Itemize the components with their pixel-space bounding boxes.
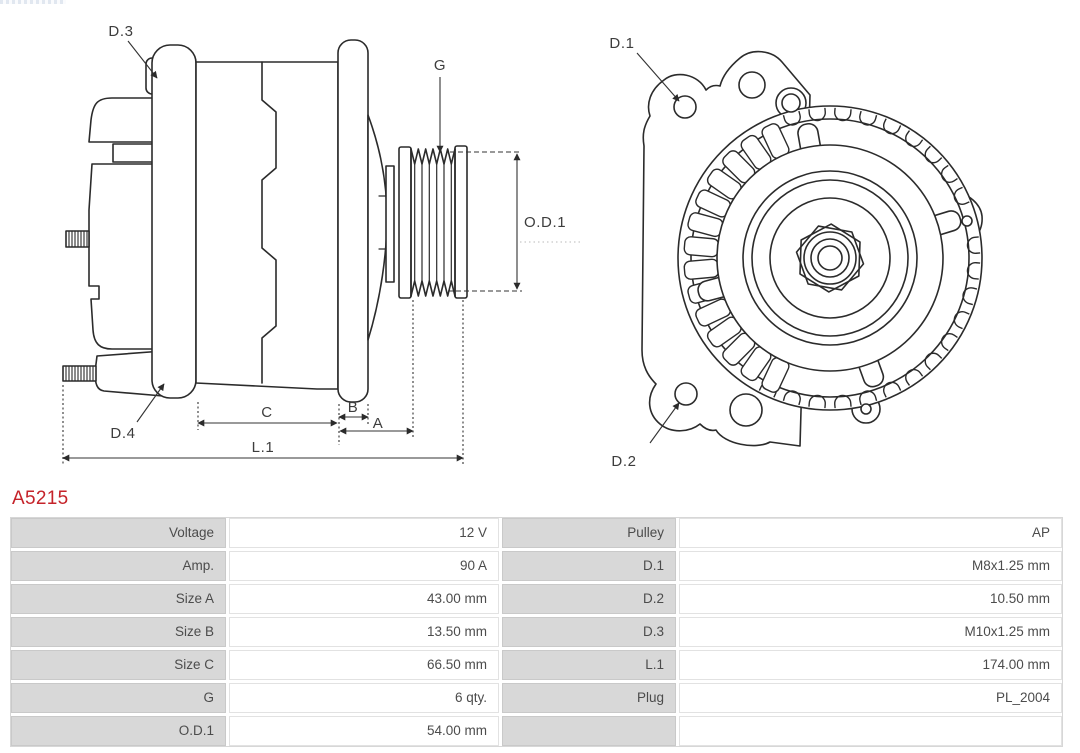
threaded-stud-lower: [63, 366, 96, 381]
spec-label-empty: [502, 716, 676, 746]
spec-value-size-c: 66.50 mm: [229, 650, 499, 680]
front-bracket-left-ear: [152, 45, 196, 398]
side-view-diagram: [63, 40, 467, 402]
dim-label-d2: D.2: [611, 453, 637, 470]
spec-value-empty: [679, 716, 1062, 746]
dim-label-g: G: [433, 57, 447, 74]
dim-label-a: A: [372, 415, 384, 432]
spec-label-size-b: Size B: [11, 617, 226, 647]
spec-table: [10, 517, 1063, 747]
spec-value-d3: M10x1.25 mm: [679, 617, 1062, 647]
dim-label-d1: D.1: [609, 35, 635, 52]
spec-value-pulley: AP: [679, 518, 1062, 548]
spec-label-d1: D.1: [502, 551, 676, 581]
spec-label-od1: O.D.1: [11, 716, 226, 746]
spec-label-d3: D.3: [502, 617, 676, 647]
spec-value-amp: 90 A: [229, 551, 499, 581]
spec-label-size-c: Size C: [11, 650, 226, 680]
spec-label-amp: Amp.: [11, 551, 226, 581]
spec-value-d1: M8x1.25 mm: [679, 551, 1062, 581]
pulley: [399, 146, 467, 298]
spec-value-plug: PL_2004: [679, 683, 1062, 713]
spec-value-g: 6 qty.: [229, 683, 499, 713]
spec-label-size-a: Size A: [11, 584, 226, 614]
spec-value-l1: 174.00 mm: [679, 650, 1062, 680]
dim-label-b: B: [347, 399, 359, 416]
part-number: A5215: [12, 488, 69, 509]
dim-label-d3: D.3: [108, 23, 134, 40]
d2-hole: [675, 383, 697, 405]
spec-value-size-b: 13.50 mm: [229, 617, 499, 647]
nose-cone: [368, 115, 387, 340]
dim-label-d4: D.4: [110, 425, 136, 442]
spec-label-voltage: Voltage: [11, 518, 226, 548]
spec-value-od1: 54.00 mm: [229, 716, 499, 746]
spec-label-pulley: Pulley: [502, 518, 676, 548]
spec-label-g: G: [11, 683, 226, 713]
shaft: [386, 166, 394, 282]
spec-value-voltage: 12 V: [229, 518, 499, 548]
rear-view-diagram: [642, 52, 982, 446]
spec-value-d2: 10.50 mm: [679, 584, 1062, 614]
spec-label-plug: Plug: [502, 683, 676, 713]
spec-label-l1: L.1: [502, 650, 676, 680]
dim-label-l1: L.1: [251, 439, 275, 456]
bracket-mid-body: [196, 62, 338, 389]
threaded-stud-upper: [66, 231, 89, 247]
spec-value-size-a: 43.00 mm: [229, 584, 499, 614]
dim-label-od1: O.D.1: [524, 214, 567, 231]
front-bracket-right-ear: [338, 40, 368, 402]
spec-label-d2: D.2: [502, 584, 676, 614]
pulley-hub: [717, 145, 943, 371]
dim-label-c: C: [261, 404, 273, 421]
